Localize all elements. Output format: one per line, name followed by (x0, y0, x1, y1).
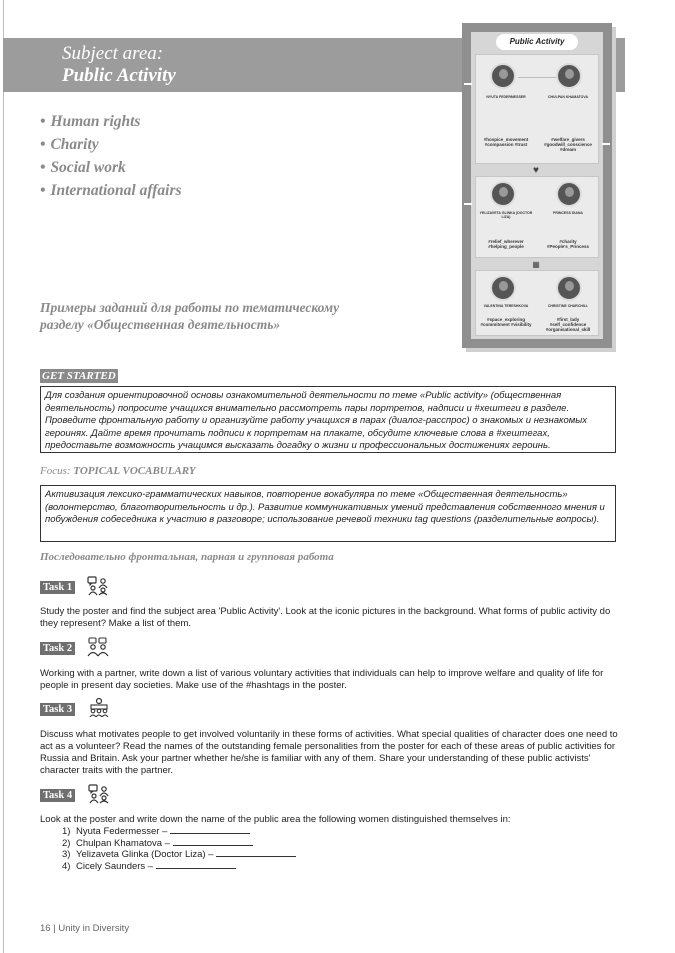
answer-blank[interactable] (173, 838, 253, 846)
task-1-text: Study the poster and find the subject area 'Public Activity'. Look at the iconic pictures in the background. What forms of public activity do they represent? Make a list of them. (40, 606, 611, 629)
poster-hashtags: #space_exploring #commitment #visibility (480, 317, 532, 327)
task-4-text: Look at the poster and write down the name of the public area the following women distinguished themselves in: (40, 814, 511, 825)
poster-hashtags: #relief_wherever #helping_people (488, 239, 524, 249)
poster (462, 23, 612, 348)
focus-heading: Focus: TOPICAL VOCABULARY (40, 465, 196, 477)
page-footer (40, 923, 129, 934)
topic-item: • Social work (40, 159, 126, 176)
poster-hashtags: #hospice_movement #compassion #trust (483, 137, 529, 147)
task-2-text: Working with a partner, write down a list of various voluntary activities that individuals can help to improve welfare and quality of life for people in present day societies. Make use of the #hashtags in the poster. (40, 668, 604, 691)
answer-blank[interactable] (156, 861, 236, 869)
poster-section-3 (475, 270, 599, 336)
task-1-label: Task 1 (40, 581, 75, 594)
speech-people-icon (88, 784, 110, 804)
poster-caption: PRINCESS DIANA (553, 211, 583, 215)
poster-section-1 (475, 54, 599, 164)
task-2-label: Task 2 (40, 642, 75, 655)
bullet-icon: • (40, 182, 46, 199)
bullet-icon: • (40, 113, 46, 130)
answer-item: 3) Yelizaveta Glinka (Doctor Liza) – (62, 849, 296, 861)
poster-decoration (464, 83, 472, 85)
examples-heading: Примеры заданий для работы по тематическому разделу «Общественная деятельность» (40, 300, 340, 332)
task-3-label: Task 3 (40, 703, 75, 716)
heart-icon: ♥ (533, 165, 539, 176)
work-mode-heading: Последовательно фронтальная, парная и групповая работа (40, 551, 334, 563)
task-4-label: Task 4 (40, 789, 75, 802)
poster-caption: YELIZAVETA GLINKA (DOCTOR LIZA) (479, 211, 533, 219)
focus-box: Активизация лексико-грамматических навыков, повторение вокабуляра по теме «Общественная деятельность» (волонтерство, благотворительность и др.). Развитие коммуникативных умений представления собственного мнения и побуждения собеседника к участию в разговоре; использование речевой техники tag questions (разделительные вопросы). (40, 485, 616, 542)
poster-hashtags: #welfare_givers #goodwill_conscience #dream (544, 137, 592, 152)
topics-list (40, 110, 182, 202)
bullet-icon: • (40, 136, 46, 153)
task-3-text: Discuss what motivates people to get involved voluntarily in these forms of activities. What special qualities of character does one need to act as a volunteer? Read the names of the outstanding female personalities from the poster for each of these areas of public activities for Russia and Britain. Ask your partner whether he/she is familiar with any of them. Share your understanding of these public activists' character traits with the partner. (40, 729, 618, 776)
header-title: Public Activity (62, 65, 176, 86)
topic-item: • Charity (40, 136, 99, 153)
poster-hashtags: #charity #People's_Princess (546, 239, 590, 249)
portrait-icon (490, 275, 516, 301)
page-number: 16 (40, 923, 51, 934)
portrait-icon (490, 181, 516, 207)
answer-item: 4) Cicely Saunders – (62, 861, 296, 873)
portrait-icon (556, 275, 582, 301)
poster-body (471, 32, 603, 339)
portrait-icon (556, 63, 582, 89)
book-title: Unity in Diversity (58, 923, 130, 934)
answer-item: 2) Chulpan Khamatova – (62, 838, 296, 850)
portrait-icon (490, 63, 516, 89)
answers-list (62, 826, 296, 872)
portrait-icon (556, 181, 582, 207)
poster-decoration (464, 203, 472, 205)
poster-caption: NYUTA FEDERMESSER (486, 95, 526, 99)
topic-item: • International affairs (40, 182, 182, 199)
pair-work-icon (87, 637, 109, 657)
left-margin-rule (3, 0, 4, 953)
speech-people-icon (87, 576, 109, 596)
poster-section-2 (475, 176, 599, 258)
answer-blank[interactable] (216, 849, 296, 857)
poster-decoration (602, 143, 610, 145)
poster-title: Public Activity (496, 34, 578, 50)
group-work-icon (88, 697, 110, 717)
bullet-icon: • (40, 159, 46, 176)
footer-separator: | (53, 923, 56, 934)
poster-hashtags: #first_lady #self_confidence #organisational_skill (545, 317, 591, 332)
answer-item: 1) Nyuta Federmesser – (62, 826, 296, 838)
topic-item: • Human rights (40, 113, 141, 130)
poster-caption: VALENTINA TERESHKOVA (483, 304, 529, 308)
get-started-label: GET STARTED (42, 370, 116, 382)
poster-caption: CHRISTINE CHURCHILL (547, 304, 589, 308)
get-started-box: Для создания ориентировочной основы ознакомительной деятельности по теме «Public activity» (общественная деятельность) попросите учащихся внимательно рассмотреть пары портретов, надписи и #хештеги в разделе. Проведите фронтальную работу и организуйте работу учащихся в парах (диалог-расспрос) о знакомых и незнакомых героинях. Дайте время прочитать подписи к портретам на плакате, обсудите ключевые слова в #хештегах, предоставьте возможность учащимся высказать догадку о жизни и профессиональных достижениях героинь. (40, 386, 616, 453)
connector-line (518, 77, 556, 78)
answer-blank[interactable] (170, 826, 250, 834)
poster-caption: CHULPAN KHAMATOVA (548, 95, 588, 99)
building-icon: ▦ (532, 260, 540, 269)
header-subtitle: Subject area: (62, 43, 164, 64)
